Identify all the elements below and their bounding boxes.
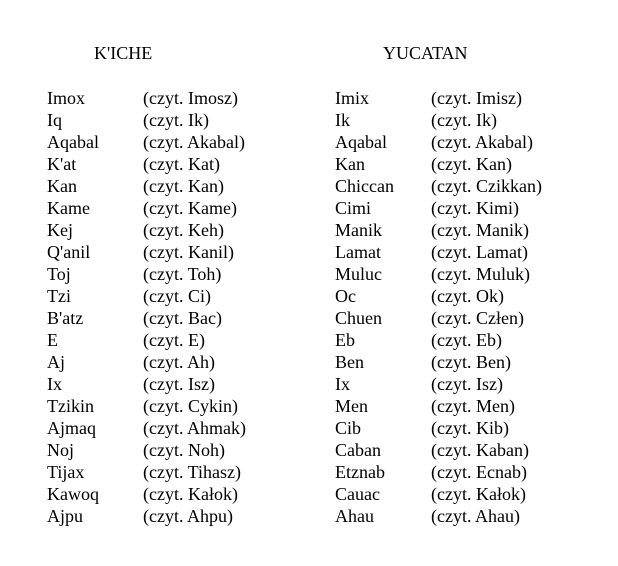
day-name: Tzi (47, 286, 71, 306)
day-name: Aqabal (47, 132, 99, 152)
day-name: Toj (47, 264, 71, 284)
day-name: Ajpu (47, 506, 83, 526)
day-name: Imox (47, 88, 85, 108)
day-name: Noj (47, 440, 74, 460)
day-pronunciation: (czyt. Ik) (431, 110, 497, 130)
day-pronunciation: (czyt. Kan) (431, 154, 512, 174)
day-pronunciation: (czyt. Kan) (143, 176, 224, 196)
day-pronunciation: (czyt. Bac) (143, 308, 222, 328)
day-name: Ahau (335, 506, 374, 526)
day-name: Eb (335, 330, 355, 350)
day-pronunciation: (czyt. Kaban) (431, 440, 529, 460)
day-name: Kan (335, 154, 365, 174)
day-name: Men (335, 396, 368, 416)
day-pronunciation: (czyt. Kanil) (143, 242, 234, 262)
day-pronunciation: (czyt. Imosz) (143, 88, 238, 108)
day-name: Ix (47, 374, 62, 394)
kiche-column-title: K'ICHE (94, 43, 153, 63)
day-name: Kame (47, 198, 90, 218)
day-pronunciation: (czyt. Lamat) (431, 242, 528, 262)
day-name: Manik (335, 220, 382, 240)
day-pronunciation: (czyt. Imisz) (431, 88, 522, 108)
day-name: K'at (47, 154, 77, 174)
day-name: Ix (335, 374, 350, 394)
day-pronunciation: (czyt. Kat) (143, 154, 220, 174)
day-pronunciation: (czyt. Men) (431, 396, 515, 416)
day-pronunciation: (czyt. E) (143, 330, 205, 350)
day-pronunciation: (czyt. Manik) (431, 220, 529, 240)
day-pronunciation: (czyt. Isz) (431, 374, 503, 394)
day-name: E (47, 330, 58, 350)
day-pronunciation: (czyt. Tihasz) (143, 462, 241, 482)
day-pronunciation: (czyt. Ah) (143, 352, 215, 372)
day-name: Iq (47, 110, 62, 130)
day-name: Ajmaq (47, 418, 96, 438)
day-pronunciation: (czyt. Ci) (143, 286, 211, 306)
day-pronunciation: (czyt. Ben) (431, 352, 511, 372)
day-pronunciation: (czyt. Kałok) (431, 484, 526, 504)
day-name: Etznab (335, 462, 385, 482)
day-name: Cauac (335, 484, 380, 504)
day-name: Q'anil (47, 242, 91, 262)
day-pronunciation: (czyt. Ik) (143, 110, 209, 130)
day-pronunciation: (czyt. Toh) (143, 264, 222, 284)
day-name: Cib (335, 418, 362, 438)
day-pronunciation: (czyt. Keh) (143, 220, 224, 240)
day-pronunciation: (czyt. Isz) (143, 374, 215, 394)
day-name: Ik (335, 110, 350, 130)
day-pronunciation: (czyt. Muluk) (431, 264, 530, 284)
day-name: Muluc (335, 264, 382, 284)
day-pronunciation: (czyt. Ahmak) (143, 418, 246, 438)
day-pronunciation: (czyt. Czikkan) (431, 176, 542, 196)
day-pronunciation: (czyt. Ok) (431, 286, 504, 306)
day-name: Lamat (335, 242, 381, 262)
day-pronunciation: (czyt. Kałok) (143, 484, 238, 504)
day-pronunciation: (czyt. Ahau) (431, 506, 520, 526)
day-pronunciation: (czyt. Ahpu) (143, 506, 233, 526)
day-name: Chiccan (335, 176, 394, 196)
day-name: Kej (47, 220, 73, 240)
day-name: Aqabal (335, 132, 387, 152)
day-name: Chuen (335, 308, 382, 328)
day-pronunciation: (czyt. Kimi) (431, 198, 519, 218)
day-name: Kawoq (47, 484, 99, 504)
day-pronunciation: (czyt. Cykin) (143, 396, 238, 416)
day-pronunciation: (czyt. Człen) (431, 308, 524, 328)
day-name: Tijax (47, 462, 85, 482)
day-name: Kan (47, 176, 77, 196)
day-name: B'atz (47, 308, 84, 328)
day-name: Ben (335, 352, 364, 372)
day-name: Imix (335, 88, 369, 108)
day-pronunciation: (czyt. Noh) (143, 440, 225, 460)
day-name: Cimi (335, 198, 372, 218)
day-pronunciation: (czyt. Akabal) (143, 132, 245, 152)
day-name: Oc (335, 286, 356, 306)
day-pronunciation: (czyt. Akabal) (431, 132, 533, 152)
day-name: Aj (47, 352, 65, 372)
day-pronunciation: (czyt. Kib) (431, 418, 509, 438)
day-name: Caban (335, 440, 381, 460)
day-name: Tzikin (47, 396, 94, 416)
yucatan-column-title: YUCATAN (383, 43, 468, 63)
day-pronunciation: (czyt. Kame) (143, 198, 237, 218)
day-pronunciation: (czyt. Ecnab) (431, 462, 527, 482)
day-pronunciation: (czyt. Eb) (431, 330, 502, 350)
